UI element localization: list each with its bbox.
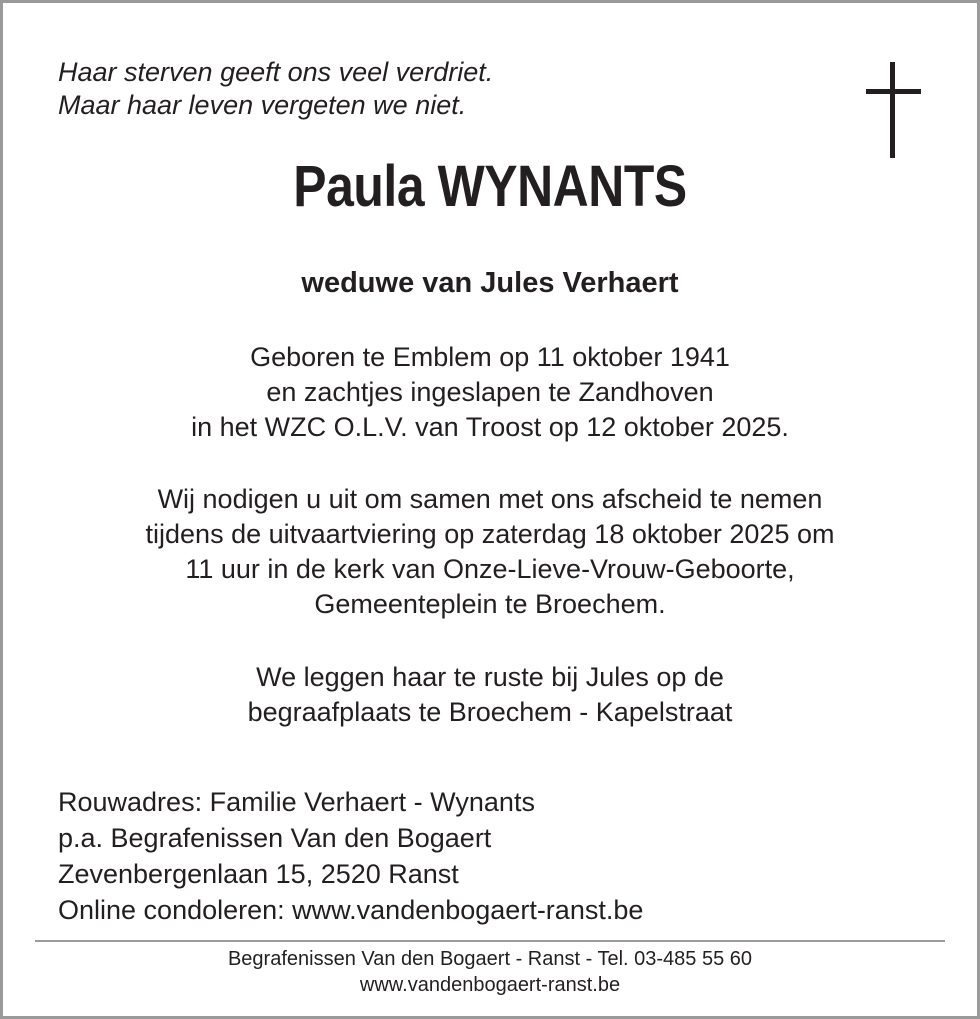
quote-line-2: Maar haar leven vergeten we niet. bbox=[58, 90, 467, 120]
footer-line-1: Begrafenissen Van den Bogaert - Ranst - Tel. 03-485 55 60 bbox=[227, 948, 753, 970]
mourning-address bbox=[58, 784, 643, 928]
invitation-line-4: Gemeenteplein te Broechem. bbox=[314, 589, 666, 619]
funeral-invitation bbox=[0, 482, 980, 622]
invitation-line-2: tijdens de uitvaartviering op zaterdag 18 oktober 2025 om bbox=[145, 519, 835, 549]
burial-line-1: We leggen haar te ruste bij Jules op de bbox=[256, 662, 724, 692]
online-condolence-link[interactable]: Online condoleren: www.vandenbogaert-ranst.be bbox=[58, 895, 644, 925]
invitation-line-3: 11 uur in de kerk van Onze-Lieve-Vrouw-Geboorte, bbox=[185, 554, 795, 584]
opening-quote bbox=[58, 56, 493, 122]
cross-horizontal-bar bbox=[866, 89, 921, 94]
address-line-1: Rouwadres: Familie Verhaert - Wynants bbox=[58, 787, 535, 817]
burial-line-2: begraafplaats te Broechem - Kapelstraat bbox=[247, 697, 733, 727]
born-line-1: Geboren te Emblem op 11 oktober 1941 bbox=[250, 342, 730, 372]
deceased-relation: weduwe van Jules Verhaert bbox=[301, 267, 679, 299]
address-line-2: p.a. Begrafenissen Van den Bogaert bbox=[58, 823, 492, 853]
burial-details bbox=[0, 660, 980, 730]
funeral-home-footer bbox=[0, 946, 980, 998]
deceased-name: Paula WYNANTS bbox=[293, 154, 687, 219]
footer-divider bbox=[35, 940, 945, 942]
cross-vertical-bar bbox=[890, 62, 895, 158]
footer-website-link[interactable]: www.vandenbogaert-ranst.be bbox=[359, 974, 621, 996]
born-line-2: en zachtjes ingeslapen te Zandhoven bbox=[266, 377, 714, 407]
invitation-line-1: Wij nodigen u uit om samen met ons afscheid te nemen bbox=[157, 484, 823, 514]
quote-line-1: Haar sterven geeft ons veel verdriet. bbox=[58, 57, 494, 87]
born-line-3: in het WZC O.L.V. van Troost op 12 oktober 2025. bbox=[191, 412, 789, 442]
birth-death-details bbox=[0, 340, 980, 445]
address-line-3: Zevenbergenlaan 15, 2520 Ranst bbox=[58, 859, 459, 889]
cross-icon bbox=[866, 62, 921, 158]
